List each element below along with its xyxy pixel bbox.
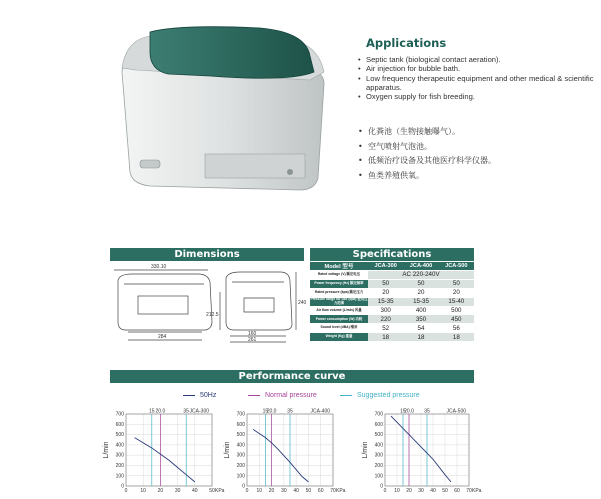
x-tick-label: 40 <box>293 488 299 494</box>
row-value: 220 <box>368 315 403 324</box>
row-label: Sound level (dBA) 噪音 <box>310 324 368 333</box>
table-row <box>310 271 474 280</box>
pressure-marker-label: 15 <box>400 408 406 415</box>
list-item: • Air injection for bubble bath. <box>358 64 598 73</box>
row-label: Pressure range for use (kpa) 使用压力范围 <box>310 296 368 305</box>
specifications-banner: Specifications <box>310 248 474 261</box>
x-tick-label: 60 <box>454 488 460 494</box>
y-tick-label: 700 <box>115 411 124 418</box>
chart-frame <box>126 414 212 486</box>
y-tick-label: 100 <box>115 473 124 480</box>
dim-side-bottom-2: 261 <box>248 337 257 343</box>
y-axis-label: L/min <box>224 441 231 459</box>
y-tick-label: 0 <box>121 483 124 490</box>
x-tick-label: 20 <box>406 488 412 494</box>
dim-right-height-label: 240 <box>298 300 307 306</box>
performance-banner: Performance curve <box>110 370 474 383</box>
table-row <box>310 306 474 315</box>
list-item: • Oxygen supply for fish breeding. <box>358 92 598 101</box>
x-axis-unit: KPa <box>336 488 346 494</box>
row-value: 15-35 <box>403 297 438 306</box>
y-tick-label: 400 <box>236 442 245 449</box>
x-tick-label: 30 <box>418 488 424 494</box>
pressure-marker-label: 35 <box>287 408 293 415</box>
row-value: 450 <box>439 315 474 324</box>
x-tick-label: 50 <box>305 488 312 494</box>
table-header-cell: JCA-500 <box>439 262 474 271</box>
y-axis-label: L/min <box>103 441 110 459</box>
x-tick-label: 70 <box>466 488 472 494</box>
legend-suggested-pressure <box>340 392 420 399</box>
x-tick-label: 10 <box>256 488 263 494</box>
legend-label: Normal pressure <box>265 392 317 399</box>
legend-50hz <box>183 392 216 399</box>
y-tick-label: 0 <box>242 483 245 490</box>
y-tick-label: 300 <box>115 452 124 459</box>
y-tick-label: 600 <box>236 421 245 428</box>
x-tick-label: 50 <box>209 488 215 494</box>
pressure-marker-label: 15 <box>149 408 155 415</box>
x-tick-label: 70 <box>330 488 336 494</box>
y-tick-label: 200 <box>374 463 383 470</box>
y-tick-label: 400 <box>115 442 124 449</box>
applications-title: Applications <box>366 36 447 50</box>
row-value: 50 <box>439 279 474 288</box>
applications-list-cn <box>358 125 598 183</box>
row-label: Power frequency (Hz) 额定频率 <box>310 279 368 288</box>
legend-swatch <box>248 395 260 396</box>
row-value: 15-40 <box>439 297 474 306</box>
row-value: 15-35 <box>368 297 403 306</box>
series-line-50hz <box>135 438 195 482</box>
x-axis-unit: KPa <box>215 488 225 494</box>
x-axis-unit: KPa <box>472 488 482 494</box>
performance-charts <box>0 400 601 499</box>
y-tick-label: 600 <box>115 421 124 428</box>
y-tick-label: 300 <box>236 452 245 459</box>
x-tick-label: 30 <box>281 488 287 494</box>
pressure-marker-label: 15 <box>262 408 269 415</box>
chart-title: JCA-400 <box>310 408 330 415</box>
table-row <box>310 315 474 324</box>
row-value: 18 <box>403 333 438 342</box>
legend-swatch <box>340 395 352 396</box>
pressure-marker-label: 35 <box>424 408 430 415</box>
row-value: 500 <box>439 306 474 315</box>
y-tick-label: 100 <box>374 473 383 480</box>
row-value: AC 220-240V <box>368 271 474 280</box>
applications-list-en <box>358 55 598 101</box>
legend-normal-pressure <box>248 392 317 399</box>
row-value: 400 <box>403 306 438 315</box>
row-value: 20 <box>368 288 403 297</box>
row-value: 52 <box>368 324 403 333</box>
row-label: Weight (Kg) 重量 <box>310 333 368 342</box>
table-row <box>310 279 474 288</box>
row-value: 50 <box>403 279 438 288</box>
list-item: • 空气喷射气泡池。 <box>358 140 598 155</box>
chart-title: JCA-300 <box>189 408 209 415</box>
chart-title: JCA-500 <box>446 408 466 415</box>
dimensions-banner: Dimensions <box>110 248 304 261</box>
y-tick-label: 100 <box>236 473 245 480</box>
row-value: 20 <box>439 288 474 297</box>
legend-swatch <box>183 395 195 396</box>
legend-label: 50Hz <box>200 392 217 399</box>
y-axis-label: L/min <box>362 441 369 459</box>
table-header-cell: JCA-300 <box>368 262 403 271</box>
y-tick-label: 0 <box>380 483 383 490</box>
y-tick-label: 300 <box>374 452 383 459</box>
pressure-marker-label: 35 <box>183 408 189 415</box>
table-header-cell: JCA-400 <box>403 262 438 271</box>
y-tick-label: 500 <box>374 432 383 439</box>
table-row <box>310 297 474 306</box>
y-tick-label: 700 <box>236 411 245 418</box>
air-pump-product-image <box>110 22 335 197</box>
pressure-marker-label: 20.0 <box>266 408 277 415</box>
series-line-50hz <box>253 429 308 481</box>
table-row <box>310 288 474 297</box>
y-tick-label: 200 <box>236 463 245 470</box>
list-item: • 鱼类养殖供氧。 <box>358 169 598 184</box>
row-value: 54 <box>403 324 438 333</box>
table-row <box>310 324 474 333</box>
legend-label: Suggested pressure <box>357 392 420 399</box>
x-tick-label: 30 <box>174 488 181 494</box>
dim-bottom-label: 284 <box>158 334 167 340</box>
x-tick-label: 60 <box>317 488 324 494</box>
list-item: • Septic tank (biological contact aeration). <box>358 55 598 64</box>
x-tick-label: 50 <box>442 488 448 494</box>
x-tick-label: 40 <box>430 488 436 494</box>
y-tick-label: 200 <box>115 463 124 470</box>
row-label: Power consumption (W) 功耗 <box>310 315 368 324</box>
row-value: 56 <box>439 324 474 333</box>
dim-side-bottom-1: 160 <box>248 331 257 337</box>
x-tick-label: 20 <box>268 488 275 494</box>
y-tick-label: 500 <box>236 432 245 439</box>
row-value: 18 <box>439 333 474 342</box>
row-value: 18 <box>368 333 403 342</box>
list-item: • Low frequency therapeutic equipment and other medical & scientific apparatus. <box>358 74 598 93</box>
x-tick-label: 0 <box>124 488 128 494</box>
row-value: 20 <box>403 288 438 297</box>
list-item: • 低频治疗设备及其他医疗科学仪器。 <box>358 154 598 169</box>
row-label: Rated pressure (kpa) 额定压力 <box>310 288 368 297</box>
specifications-table <box>310 262 474 342</box>
row-value: 300 <box>368 306 403 315</box>
dim-side-height-label: 212.5 <box>206 312 219 318</box>
dimensions-drawing <box>108 262 308 380</box>
row-value: 50 <box>368 279 403 288</box>
pressure-marker-label: 20.0 <box>404 408 414 415</box>
x-tick-label: 40 <box>192 488 198 494</box>
list-item: • 化粪池（生物接触曝气）。 <box>358 125 598 140</box>
x-tick-label: 0 <box>383 488 387 494</box>
row-value: 350 <box>403 315 438 324</box>
x-tick-label: 0 <box>245 488 249 494</box>
row-label: Rated voltage (V) 额定电压 <box>310 271 368 280</box>
table-header-cell: Model 型号 <box>310 262 368 271</box>
pressure-marker-label: 20.0 <box>155 408 166 415</box>
table-row <box>310 333 474 342</box>
x-tick-label: 10 <box>394 488 400 494</box>
y-tick-label: 400 <box>374 442 383 449</box>
table-header-row <box>310 262 474 271</box>
x-tick-label: 10 <box>140 488 146 494</box>
row-label: Air flow volume (L/min) 风量 <box>310 306 368 315</box>
dim-width-label: 330.10 <box>151 264 167 270</box>
y-tick-label: 500 <box>115 432 124 439</box>
x-tick-label: 20 <box>157 488 164 494</box>
y-tick-label: 700 <box>374 411 383 418</box>
y-tick-label: 600 <box>374 421 383 428</box>
